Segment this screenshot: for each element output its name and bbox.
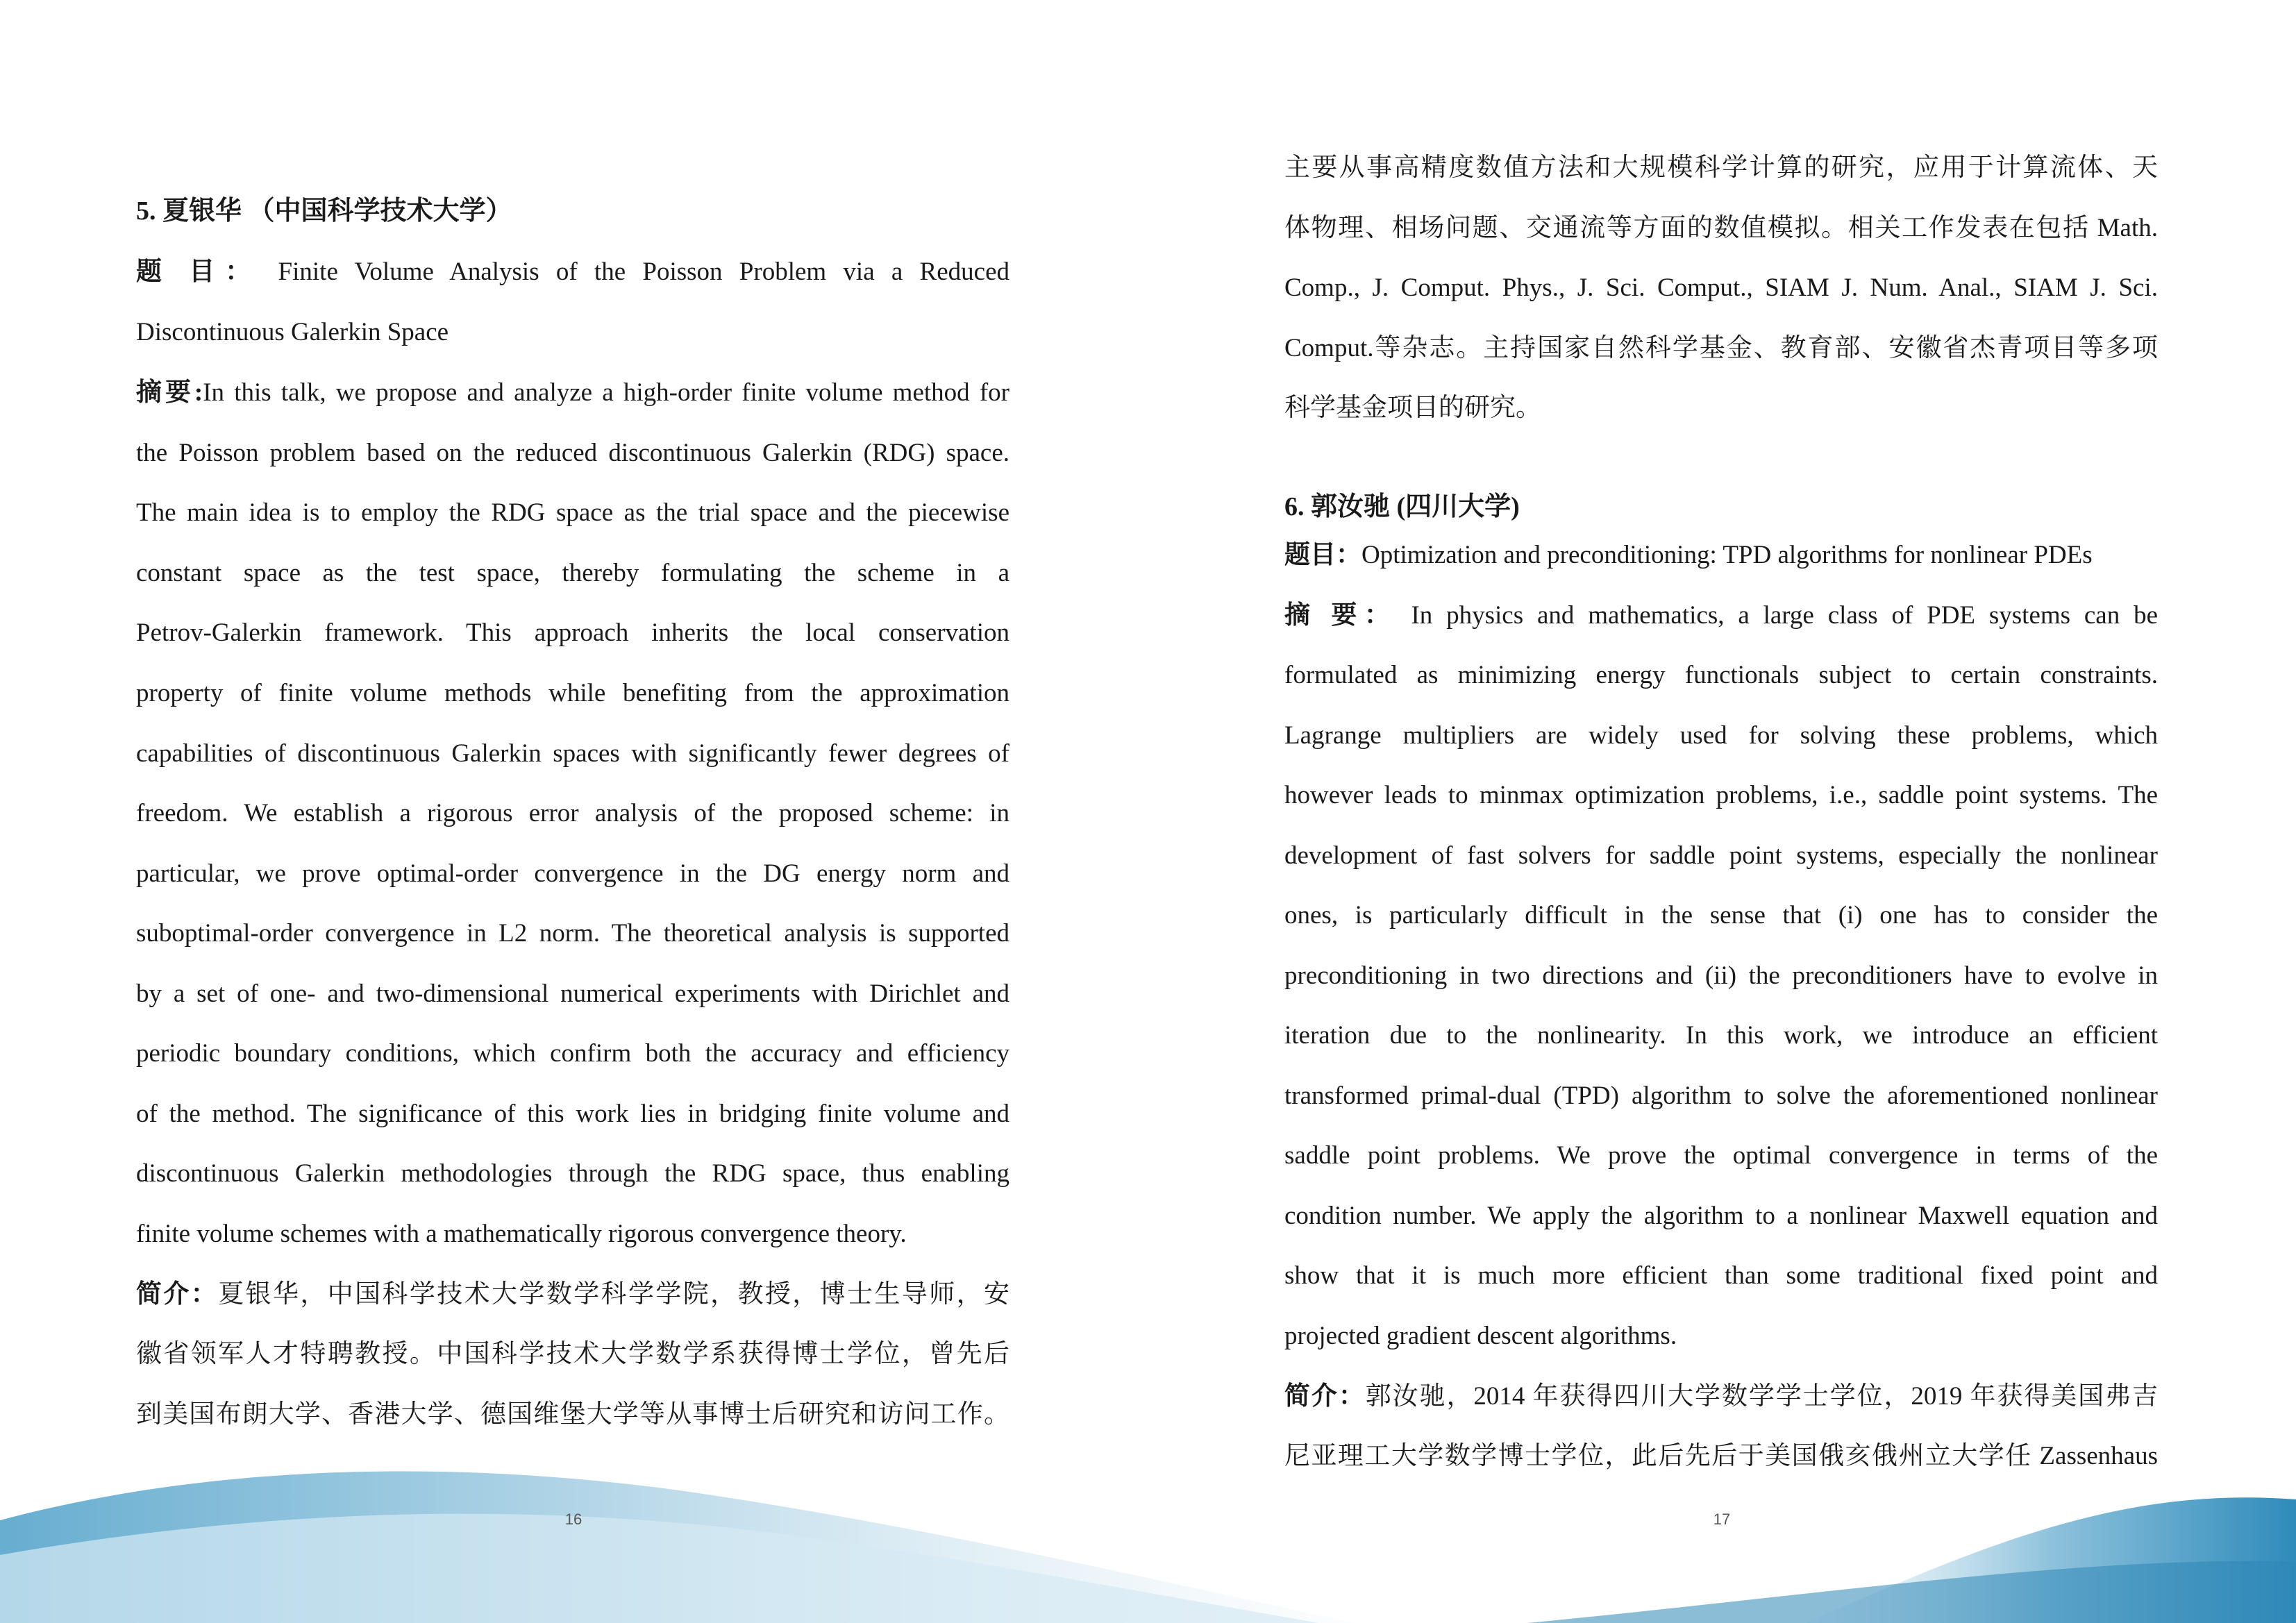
abstract-line: The main idea is to employ the RDG space as the trial space and the piecewise bbox=[136, 498, 1009, 527]
abstract-line: discontinuous Galerkin methodologies through the RDG space, thus enabling bbox=[136, 1159, 1009, 1188]
abstract-line: development of fast solvers for saddle point systems, especially the nonlinear bbox=[1284, 841, 2158, 870]
abstract-line: saddle point problems. We prove the optimal convergence in terms of the bbox=[1284, 1141, 2158, 1170]
bio-text: 郭汝驰，2014 年获得四川大学数学学士学位，2019 年获得美国弗吉 bbox=[1365, 1382, 2158, 1411]
abstract-label: 摘要: bbox=[136, 378, 203, 407]
bio-line: 尼亚理工大学数学博士学位，此后先后于美国俄亥俄州立大学任 Zassenhaus bbox=[1284, 1442, 2158, 1470]
section-heading: 5. 夏银华 （中国科学技术大学） bbox=[136, 196, 512, 226]
bio-line bbox=[1284, 1376, 2158, 1418]
bio-continued-line: 主要从事高精度数值方法和大规模科学计算的研究，应用于计算流体、天 bbox=[1284, 153, 2158, 182]
abstract-line: suboptimal-order convergence in L2 norm. The theoretical analysis is supported bbox=[136, 919, 1009, 948]
talk-title-line bbox=[136, 251, 1009, 293]
bio-label: 简介： bbox=[1284, 1382, 1366, 1411]
bio-continued-line: 体物理、相场问题、交通流等方面的数值模拟。相关工作发表在包括 Math. bbox=[1284, 214, 2158, 242]
bio-label: 简介： bbox=[136, 1280, 219, 1309]
abstract-text: In this talk, we propose and analyze a high-order finite volume method for bbox=[203, 378, 1009, 407]
abstract-line: of the method. The significance of this work lies in bridging finite volume and bbox=[136, 1100, 1009, 1128]
abstract-line: property of finite volume methods while benefiting from the approximation bbox=[136, 679, 1009, 707]
abstract-line: Lagrange multipliers are widely used for solving these problems, which bbox=[1284, 721, 2158, 750]
abstract-line: formulated as minimizing energy functionals subject to certain constraints. bbox=[1284, 661, 2158, 689]
title-label: 题目： bbox=[1284, 541, 1361, 569]
abstract-line bbox=[1284, 595, 2158, 637]
abstract-line bbox=[136, 372, 1009, 414]
abstract-line: transformed primal-dual (TPD) algorithm to solve the aforementioned nonlinear bbox=[1284, 1082, 2158, 1110]
abstract-line: particular, we prove optimal-order convergence in the DG energy norm and bbox=[136, 859, 1009, 888]
abstract-line: however leads to minmax optimization problems, i.e., saddle point systems. The bbox=[1284, 781, 2158, 809]
title-text: Finite Volume Analysis of the Poisson Problem via a Reduced bbox=[278, 258, 1009, 286]
bio-line: 到美国布朗大学、香港大学、德国维堡大学等从事博士后研究和访问工作。 bbox=[136, 1400, 1009, 1429]
abstract-line: ones, is particularly difficult in the sense that (i) one has to consider the bbox=[1284, 901, 2158, 930]
bio-continued-line: Comput.等杂志。主持国家自然科学基金、教育部、安徽省杰青项目等多项 bbox=[1284, 334, 2158, 362]
talk-title-line bbox=[1284, 535, 2158, 576]
abstract-line: show that it is much more efficient than some traditional fixed point and bbox=[1284, 1261, 2158, 1290]
abstract-label: 摘 要： bbox=[1284, 601, 1398, 630]
talk-title-line-2: Discontinuous Galerkin Space bbox=[136, 318, 449, 346]
bio-text: 夏银华，中国科学技术大学数学科学学院，教授，博士生导师，安 bbox=[218, 1280, 1009, 1309]
page-number: 17 bbox=[1713, 1511, 1731, 1528]
section-heading: 6. 郭汝驰 (四川大学) bbox=[1284, 492, 1520, 521]
abstract-line: periodic boundary conditions, which confirm both the accuracy and efficiency bbox=[136, 1039, 1009, 1068]
abstract-line: freedom. We establish a rigorous error analysis of the proposed scheme: in bbox=[136, 799, 1009, 827]
right-page bbox=[1148, 0, 2296, 1623]
bio-line bbox=[136, 1274, 1009, 1315]
abstract-line: constant space as the test space, thereby formulating the scheme in a bbox=[136, 559, 1009, 587]
bio-continued-line: Comp., J. Comput. Phys., J. Sci. Comput., SIAM J. Num. Anal., SIAM J. Sci. bbox=[1284, 274, 2158, 302]
abstract-line: projected gradient descent algorithms. bbox=[1284, 1322, 1677, 1350]
title-label: 题 目： bbox=[136, 258, 262, 286]
abstract-line: finite volume schemes with a mathematically rigorous convergence theory. bbox=[136, 1220, 907, 1248]
abstract-line: the Poisson problem based on the reduced discontinuous Galerkin (RDG) space. bbox=[136, 439, 1009, 467]
abstract-line: capabilities of discontinuous Galerkin spaces with significantly fewer degrees of bbox=[136, 739, 1009, 768]
bio-line: 徽省领军人才特聘教授。中国科学技术大学数学系获得博士学位，曾先后 bbox=[136, 1340, 1009, 1368]
title-text: Optimization and preconditioning: TPD algorithms for nonlinear PDEs bbox=[1361, 541, 2093, 569]
abstract-line: iteration due to the nonlinearity. In this work, we introduce an efficient bbox=[1284, 1021, 2158, 1050]
abstract-line: by a set of one- and two-dimensional numerical experiments with Dirichlet and bbox=[136, 979, 1009, 1008]
abstract-text: In physics and mathematics, a large class of PDE systems can be bbox=[1411, 601, 2158, 630]
bio-continued-line: 科学基金项目的研究。 bbox=[1284, 394, 1541, 422]
page-number: 16 bbox=[564, 1511, 583, 1528]
abstract-line: condition number. We apply the algorithm to a nonlinear Maxwell equation and bbox=[1284, 1202, 2158, 1230]
abstract-line: preconditioning in two directions and (ii) the preconditioners have to evolve in bbox=[1284, 961, 2158, 990]
abstract-line: Petrov-Galerkin framework. This approach inherits the local conservation bbox=[136, 619, 1009, 647]
